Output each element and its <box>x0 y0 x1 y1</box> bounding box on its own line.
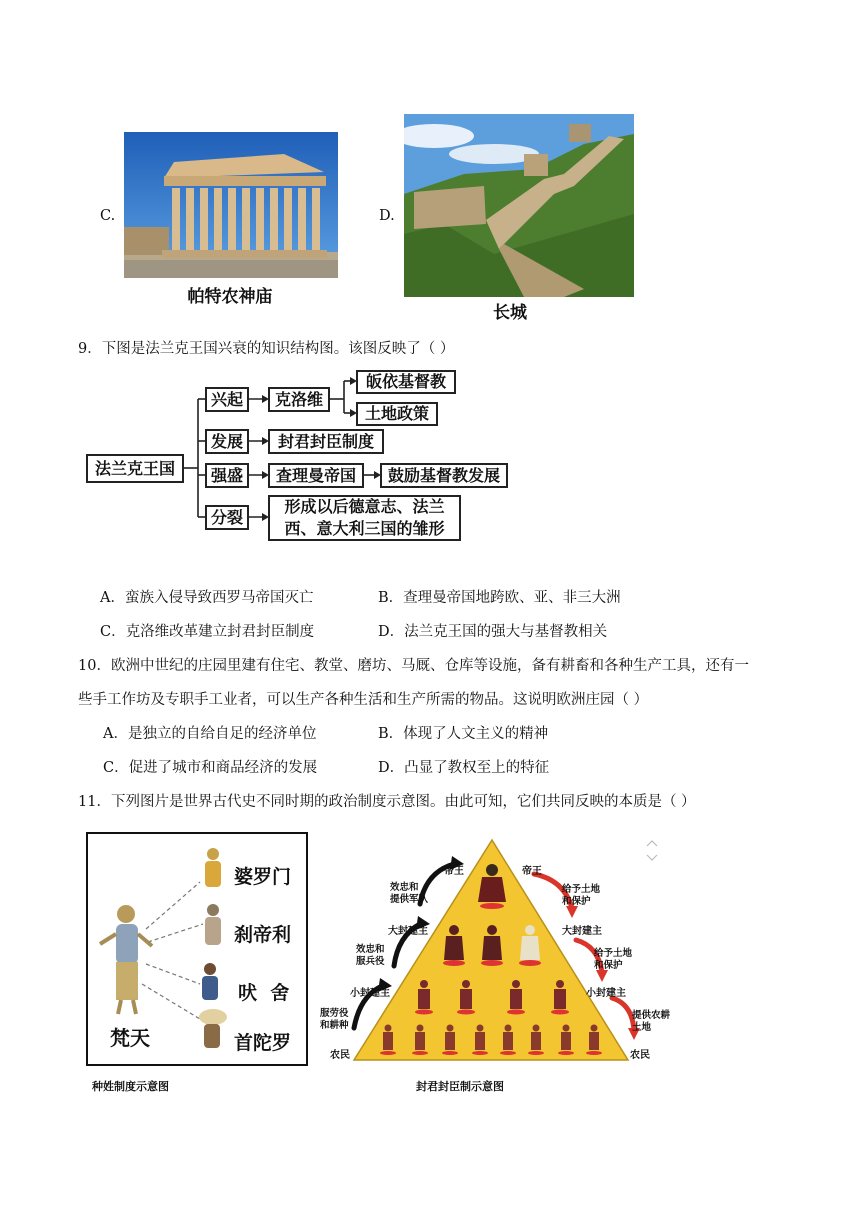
option-d-caption: 长城 <box>493 303 527 323</box>
q10-option-b[interactable]: B．体现了人文主义的精神 <box>378 726 549 742</box>
diagram-feudal: 封君封臣制度 <box>268 429 384 454</box>
feudal-down-3: 提供农耕 土地 <box>632 1010 671 1034</box>
feudal-big-lord-left: 大封建主 <box>388 926 428 937</box>
feudal-peasant-left: 农民 <box>330 1050 350 1061</box>
parthenon-photo <box>124 132 338 278</box>
feudal-up-1: 效忠和 提供军队 <box>390 882 429 906</box>
diagram-split: 分裂 <box>205 505 249 530</box>
feudal-caption: 封君封臣制示意图 <box>416 1080 504 1093</box>
feudal-down-2: 给予土地 和保护 <box>594 948 633 972</box>
feudal-up-2: 效忠和 服兵役 <box>356 944 385 968</box>
diagram-charlemagne: 查理曼帝国 <box>268 463 364 488</box>
feudal-pyramid-diagram <box>316 832 686 1068</box>
caste-vaishya: 吠 舍 <box>238 982 290 1004</box>
option-d-label: D. <box>379 208 395 224</box>
diagram-encourage: 鼓励基督教发展 <box>380 463 508 488</box>
q10-stem-line1: 10．欧洲中世纪的庄园里建有住宅、教堂、磨坊、马厩、仓库等设施，备有耕畜和各种生产工具，还有一 <box>78 658 749 674</box>
caste-caption: 种姓制度示意图 <box>92 1080 169 1093</box>
diagram-root: 法兰克王国 <box>86 454 184 483</box>
q9-option-a[interactable]: A．蛮族入侵导致西罗马帝国灭亡 <box>100 590 314 606</box>
feudal-up-3: 服劳役 和耕种 <box>320 1008 349 1032</box>
caste-kshatriya: 刹帝利 <box>234 924 292 946</box>
q10-option-a[interactable]: A．是独立的自给自足的经济单位 <box>103 726 317 742</box>
diagram-clovis: 克洛维 <box>268 387 330 412</box>
frankish-kingdom-diagram <box>86 365 526 545</box>
q9-stem: 9．下图是法兰克王国兴衰的知识结构图。该图反映了（ ） <box>78 341 455 357</box>
q10-option-d[interactable]: D．凸显了教权至上的特征 <box>378 760 550 776</box>
diagram-split-result-line1: 形成以后德意志、法兰 <box>284 497 445 517</box>
feudal-small-lord-left: 小封建主 <box>350 988 390 999</box>
diagram-split-result <box>268 495 461 541</box>
q10-stem-line2: 些手工作坊及专职手工业者，可以生产各种生活和生产所需的物品。这说明欧洲庄园（ ） <box>78 692 649 708</box>
diagram-rise: 兴起 <box>205 387 249 412</box>
diagram-land-policy: 土地政策 <box>356 402 438 426</box>
caste-diagram <box>86 832 308 1066</box>
feudal-small-lord-right: 小封建主 <box>586 988 626 999</box>
feudal-peasant-right: 农民 <box>630 1050 650 1061</box>
diagram-develop: 发展 <box>205 429 249 454</box>
q11-stem: 11．下列图片是世界古代史不同时期的政治制度示意图。由此可知，它们共同反映的本质是（ ） <box>78 794 696 810</box>
great-wall-photo <box>404 114 634 297</box>
feudal-king-left: 帝王 <box>444 866 464 877</box>
diagram-split-result-line2: 西、意大利三国的雏形 <box>284 519 445 538</box>
feudal-big-lord-right: 大封建主 <box>562 926 602 937</box>
diagram-strong: 强盛 <box>205 463 249 488</box>
diagram-convert: 皈依基督教 <box>356 370 456 394</box>
option-c-caption: 帕特农神庙 <box>187 287 273 307</box>
feudal-king-right: 帝王 <box>522 866 542 877</box>
q9-option-b[interactable]: B．查理曼帝国地跨欧、亚、非三大洲 <box>378 590 621 606</box>
q10-option-c[interactable]: C．促进了城市和商品经济的发展 <box>103 760 318 776</box>
caste-brahma: 梵天 <box>110 1026 150 1050</box>
q9-option-c[interactable]: C．克洛维改革建立封君封臣制度 <box>100 624 315 640</box>
option-c-label: C. <box>100 208 116 224</box>
caste-brahmin: 婆罗门 <box>234 866 292 888</box>
brahma-figure <box>100 905 152 1014</box>
caste-shudra: 首陀罗 <box>234 1032 292 1054</box>
q9-option-d[interactable]: D．法兰克王国的强大与基督教相关 <box>378 624 608 640</box>
feudal-down-1: 给予土地 和保护 <box>562 884 601 908</box>
